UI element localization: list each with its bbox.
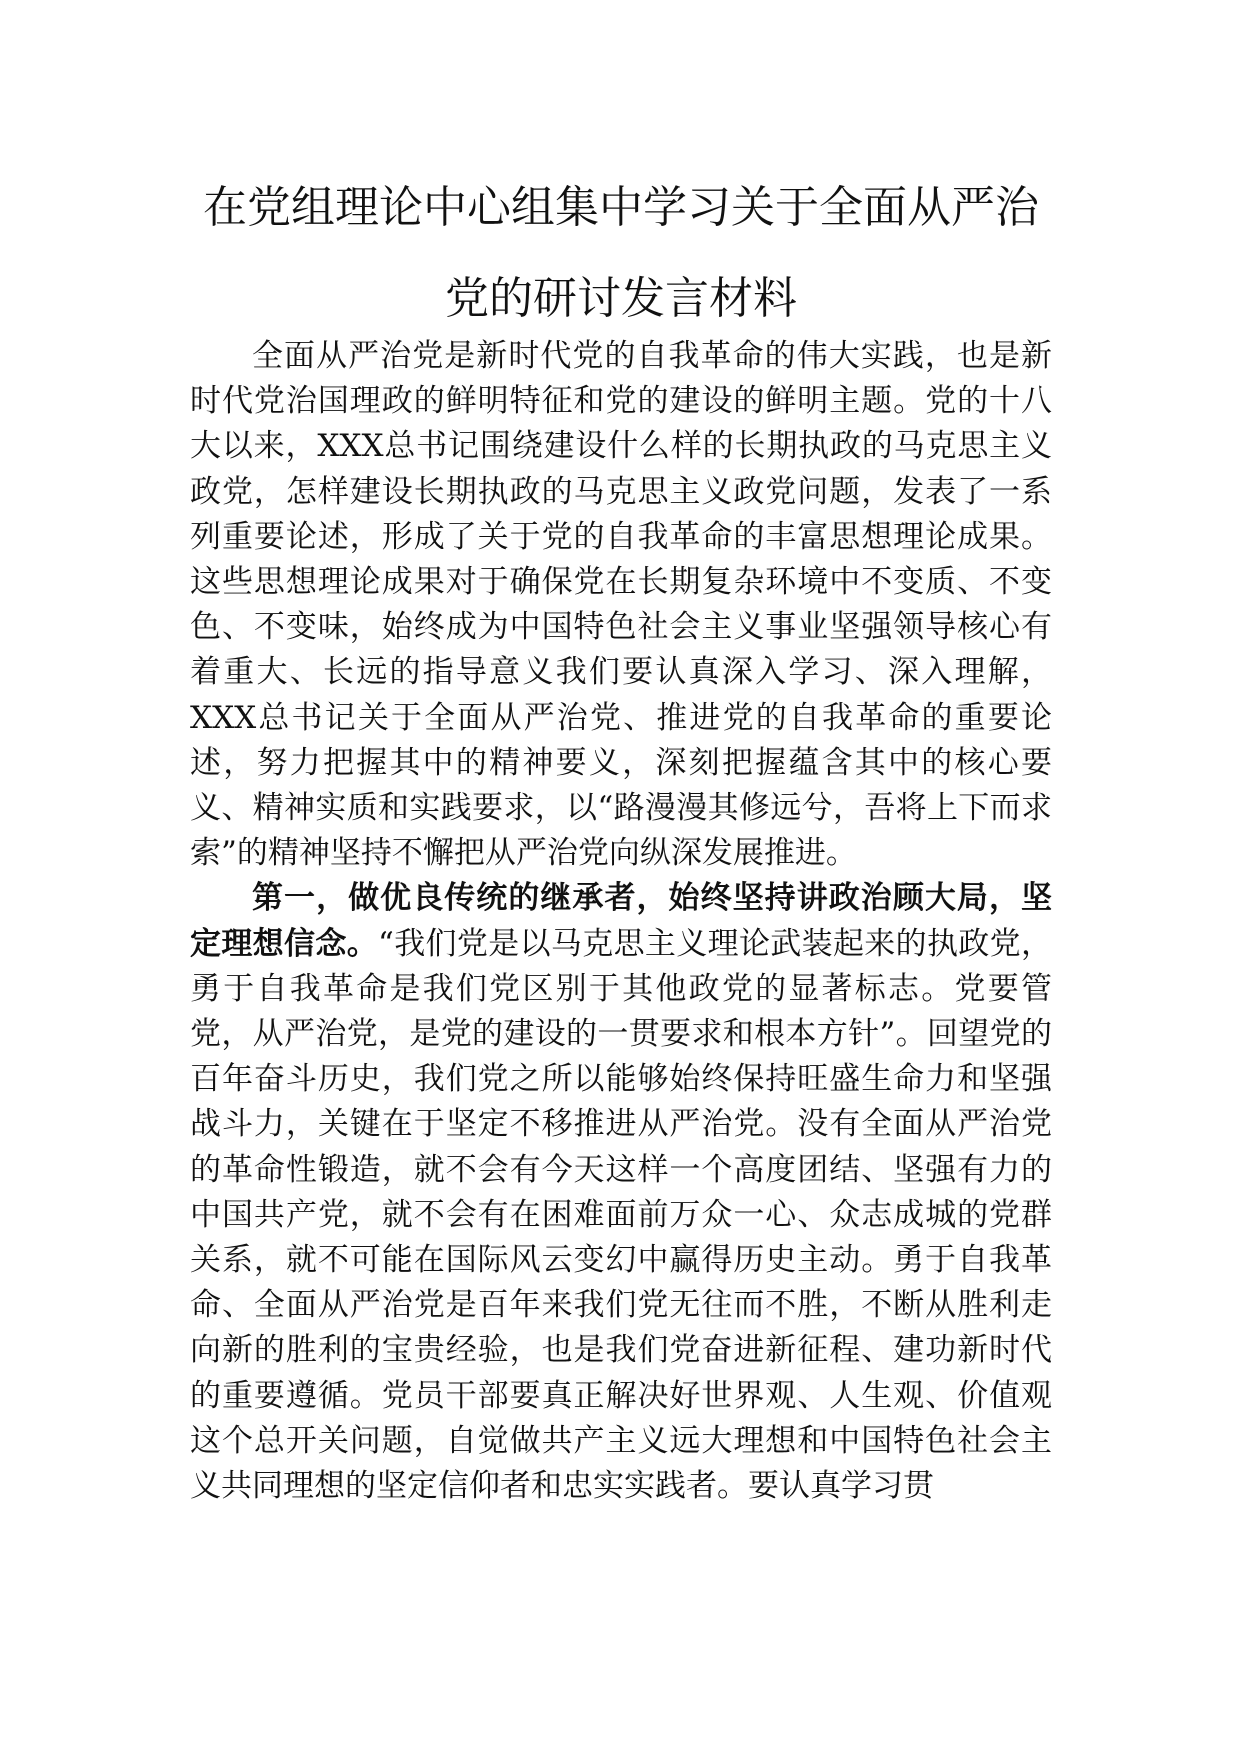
paragraph-intro: 全面从严治党是新时代党的自我革命的伟大实践，也是新时代党治国理政的鲜明特征和党的建设的鲜明主题。党的十八大以来，XXX总书记围绕建设什么样的长期执政的马克思主义政党，怎样建设长期执政的马克思主义政党问题，发表了一系列重要论述，形成了关于党的自我革命的丰富思想理论成果。这些思想理论成果对于确保党在长期复杂环境中不变质、不变色、不变味，始终成为中国特色社会主义事业坚强领导核心有着重大、长远的指导意义我们要认真深入学习、深入理解，XXX总书记关于全面从严治党、推进党的自我革命的重要论述，努力把握其中的精神要义，深刻把握蕴含其中的核心要义、精神实质和实践要求，以“路漫漫其修远兮，吾将上下而求索”的精神坚持不懈把从严治党向纵深发展推进。 [190, 338, 1052, 872]
document-title: 在党组理论中心组集中学习关于全面从严治党的研讨发言材料 [203, 182, 1039, 324]
paragraph-first-point [190, 876, 1052, 1509]
document-body [190, 334, 1052, 1509]
paragraph-heading: 第一，做优良传统的继承者，始终坚持讲政治顾大局，坚定理想信念。 [190, 880, 1052, 962]
paragraph-first-point-body: “我们党是以马克思主义理论武装起来的执政党，勇于自我革命是我们党区别于其他政党的显著标志。党要管党，从严治党，是党的建设的一贯要求和根本方针”。回望党的百年奋斗历史，我们党之所以能够始终保持旺盛生命力和坚强战斗力，关键在于坚定不移推进从严治党。没有全面从严治党的革命性锻造，就不会有今天这样一个高度团结、坚强有力的中国共产党，就不会有在困难面前万众一心、众志成城的党群关系，就不可能在国际风云变幻中赢得历史主动。勇于自我革命、全面从严治党是百年来我们党无往而不胜，不断从胜利走向新的胜利的宝贵经验，也是我们党奋进新征程、建功新时代的重要遵循。党员干部要真正解决好世界观、人生观、价值观这个总开关问题，自觉做共产主义远大理想和中国特色社会主义共同理想的坚定信仰者和忠实实践者。要认真学习贯 [190, 925, 1052, 1505]
